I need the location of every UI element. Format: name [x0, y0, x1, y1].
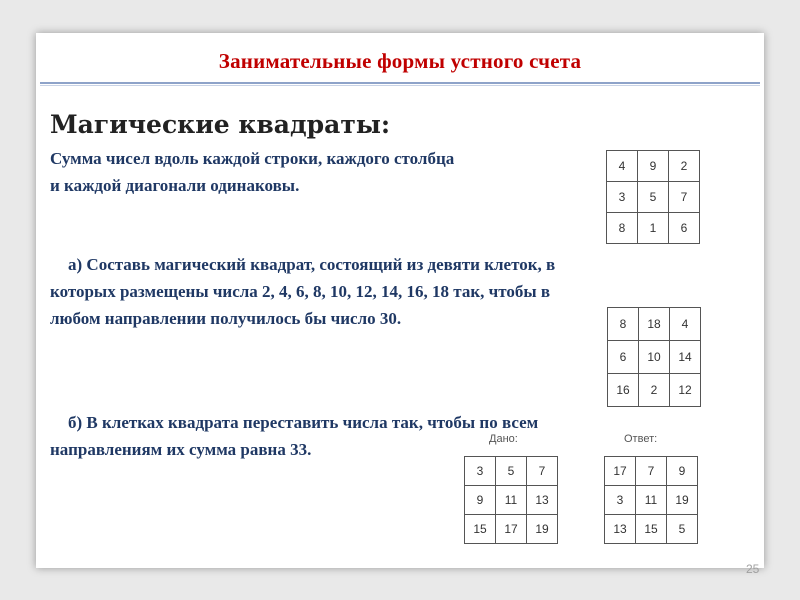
grid-cell: 14: [670, 341, 701, 374]
task-b-line: б) В клетках квадрата переставить числа так, чтобы по всем: [68, 413, 539, 432]
grid-cell: 2: [669, 151, 700, 182]
grid-cell: 16: [608, 374, 639, 407]
title-divider: [40, 82, 760, 84]
given-b-square: [464, 456, 558, 544]
grid-cell: 1: [638, 213, 669, 244]
grid-cell: 10: [639, 341, 670, 374]
task-a-line: а) Составь магический квадрат, состоящий из девяти клеток, в: [68, 255, 556, 274]
task-a-line: которых размещены числа 2, 4, 6, 8, 10, 12, 14, 16, 18 так, чтобы в: [50, 282, 551, 301]
task-b-text: [50, 409, 720, 463]
grid-cell: 9: [667, 457, 698, 486]
grid-cell: 13: [527, 486, 558, 515]
grid-cell: 6: [608, 341, 639, 374]
grid-cell: 7: [669, 182, 700, 213]
grid-cell: 11: [636, 486, 667, 515]
grid-cell: 3: [465, 457, 496, 486]
grid-cell: 2: [639, 374, 670, 407]
grid-cell: 5: [638, 182, 669, 213]
task-b-line: направлениям их сумма равна 33.: [50, 440, 312, 459]
grid-cell: 15: [465, 515, 496, 544]
grid-cell: 5: [667, 515, 698, 544]
answer-b-magic-square: [604, 456, 698, 544]
grid-cell: 19: [527, 515, 558, 544]
grid-cell: 5: [496, 457, 527, 486]
answer-a-magic-square: [607, 307, 701, 407]
grid-cell: 17: [605, 457, 636, 486]
grid-cell: 15: [636, 515, 667, 544]
grid-cell: 4: [670, 308, 701, 341]
given-caption: Дано:: [489, 433, 518, 445]
grid-cell: 3: [607, 182, 638, 213]
task-a-line: любом направлении получилось бы число 30.: [50, 309, 402, 328]
section-heading: Магические квадраты:: [50, 110, 391, 139]
grid-cell: 18: [639, 308, 670, 341]
grid-cell: 7: [527, 457, 558, 486]
grid-cell: 4: [607, 151, 638, 182]
grid-cell: 9: [638, 151, 669, 182]
grid-cell: 8: [608, 308, 639, 341]
example-magic-square: [606, 150, 700, 244]
grid-cell: 7: [636, 457, 667, 486]
page-number: 25: [746, 562, 760, 576]
description-line: Сумма чисел вдоль каждой строки, каждого столбца: [50, 149, 455, 168]
grid-cell: 8: [607, 213, 638, 244]
grid-cell: 6: [669, 213, 700, 244]
title-divider-thin: [40, 85, 760, 86]
slide-title: Занимательные формы устного счета: [218, 49, 582, 73]
grid-cell: 3: [605, 486, 636, 515]
description-line: и каждой диагонали одинаковы.: [50, 176, 300, 195]
grid-cell: 17: [496, 515, 527, 544]
grid-cell: 11: [496, 486, 527, 515]
grid-cell: 19: [667, 486, 698, 515]
answer-caption: Ответ:: [624, 433, 658, 445]
grid-cell: 12: [670, 374, 701, 407]
description-text: [50, 145, 580, 199]
grid-cell: 9: [465, 486, 496, 515]
grid-cell: 13: [605, 515, 636, 544]
